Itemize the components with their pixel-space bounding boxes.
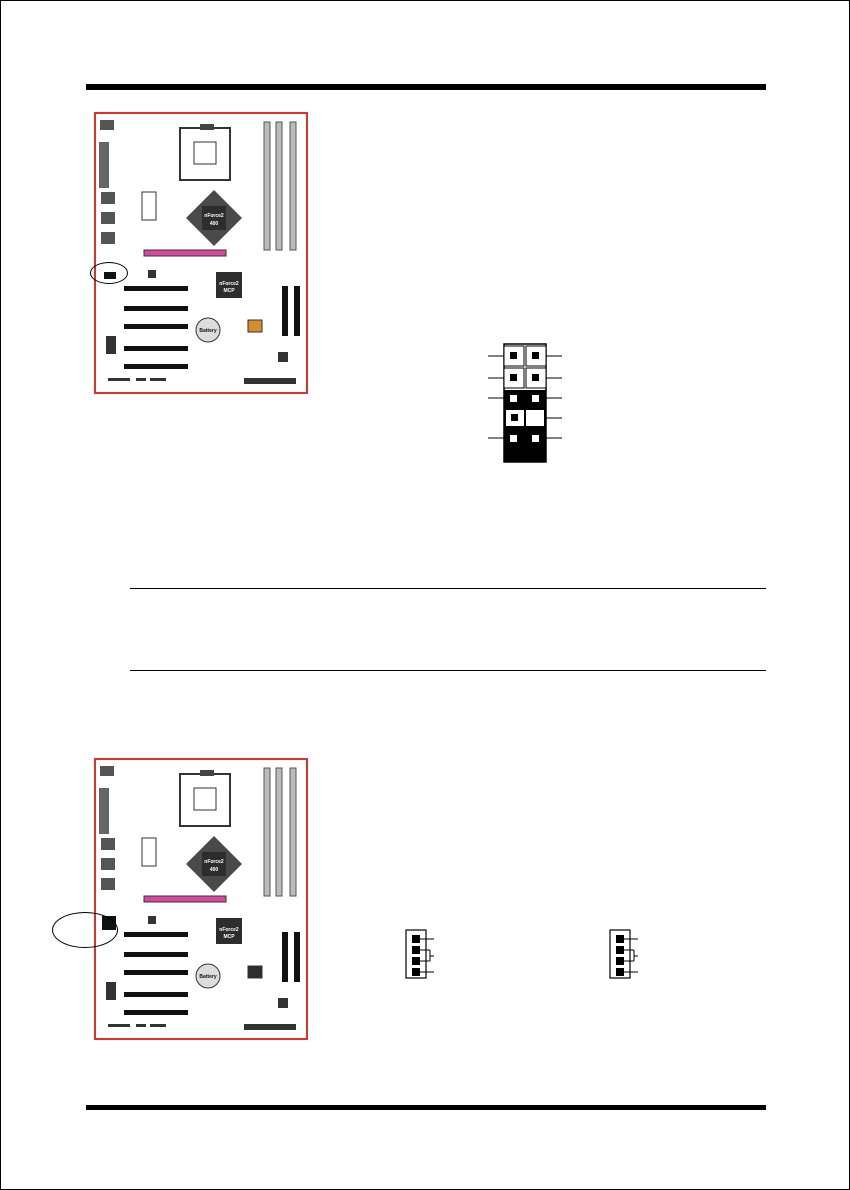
bottom-rule bbox=[86, 1105, 766, 1110]
motherboard-drawing bbox=[96, 114, 310, 396]
northbridge-label: nForce2 bbox=[204, 213, 224, 219]
pin-1 bbox=[510, 352, 517, 359]
pin-4 bbox=[532, 374, 539, 381]
battery-label: Battery bbox=[199, 328, 217, 334]
northbridge-label: nForce2 bbox=[204, 859, 224, 865]
motherboard-layout-top bbox=[94, 112, 308, 394]
southbridge-sublabel: MCP bbox=[223, 288, 235, 294]
motherboard-drawing bbox=[96, 760, 310, 1042]
pin-2 bbox=[532, 352, 539, 359]
callout-circle-bottom bbox=[52, 912, 118, 948]
motherboard-layout-bottom bbox=[94, 758, 308, 1040]
battery-label: Battery bbox=[199, 974, 217, 980]
callout-circle-top bbox=[90, 262, 128, 284]
divider-rule-lower bbox=[130, 670, 766, 671]
divider-rule-upper bbox=[130, 588, 766, 589]
southbridge-label: nForce2 bbox=[219, 927, 239, 933]
top-rule bbox=[86, 84, 766, 90]
southbridge-label: nForce2 bbox=[219, 281, 239, 287]
front-panel-header-diagram bbox=[486, 340, 566, 470]
pin-6 bbox=[532, 395, 539, 402]
pin-10 bbox=[532, 435, 539, 442]
pin-9 bbox=[510, 435, 517, 442]
fan-connector-left bbox=[404, 928, 444, 980]
fan-connector-right bbox=[608, 928, 648, 980]
pin-7 bbox=[511, 414, 518, 421]
northbridge-sublabel: 400 bbox=[209, 867, 219, 873]
northbridge-sublabel: 400 bbox=[209, 221, 219, 227]
pin-3 bbox=[510, 374, 517, 381]
southbridge-sublabel: MCP bbox=[223, 934, 235, 940]
pin-5 bbox=[510, 395, 517, 402]
